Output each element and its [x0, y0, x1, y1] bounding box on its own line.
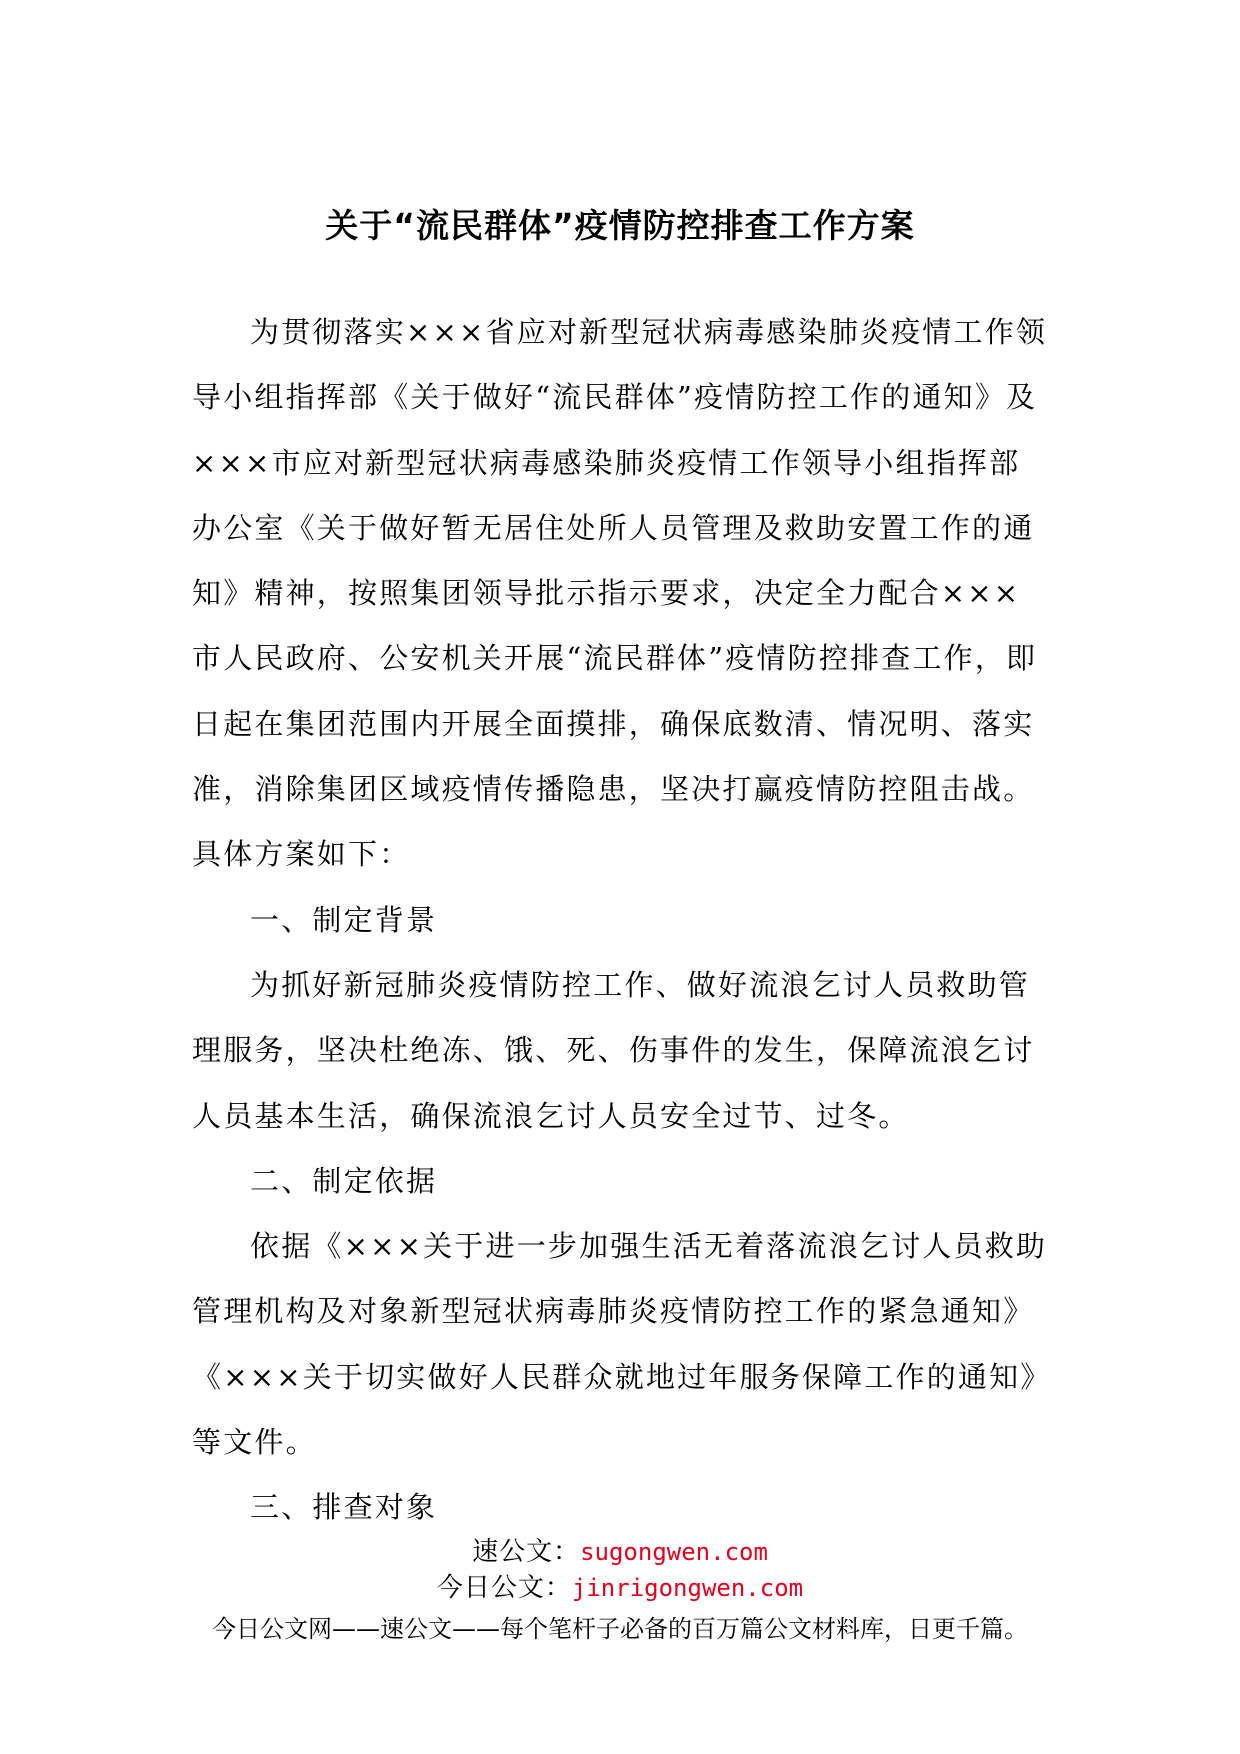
footer-line-sugongwen — [0, 1534, 1240, 1570]
basis-paragraph: 依据《×××关于进一步加强生活无着落流浪乞讨人员救助管理机构及对象新型冠状病毒肺炎疫情防控工作的紧急通知》《×××关于切实做好人民群众就地过年服务保障工作的通知》等文件。 — [192, 1229, 1048, 1460]
footer-watermark — [0, 1534, 1240, 1650]
footer-slogan: 今日公文网——速公文——每个笔杆子必备的百万篇公文材料库，日更千篇。 — [212, 1615, 1028, 1643]
section-heading-background: 一、制定背景 — [250, 902, 438, 937]
section-heading-basis: 二、制定依据 — [250, 1163, 438, 1198]
footer-label-jinrigongwen: 今日公文： — [436, 1573, 572, 1603]
section-heading-targets: 三、排查对象 — [250, 1490, 438, 1525]
footer-link-jinrigongwen[interactable]: jinrigongwen.com — [571, 1574, 804, 1602]
document-body — [192, 300, 1048, 1541]
footer-label-sugongwen: 速公文： — [472, 1537, 581, 1567]
footer-link-sugongwen[interactable]: sugongwen.com — [580, 1538, 768, 1566]
background-paragraph: 为抓好新冠肺炎疫情防控工作、做好流浪乞讨人员救助管理服务，坚决杜绝冻、饿、死、伤事件的发生，保障流浪乞讨人员基本生活，确保流浪乞讨人员安全过节、过冬。 — [192, 967, 1035, 1133]
intro-paragraph: 为贯彻落实×××省应对新型冠状病毒感染肺炎疫情工作领导小组指挥部《关于做好“流民群体”疫情防控工作的通知》及×××市应对新型冠状病毒感染肺炎疫情工作领导小组指挥部办公室《关于做好暂无居住处所人员管理及救助安置工作的通知》精神，按照集团领导批示指示要求，决定全力配合×××市人民政府、公安机关开展“流民群体”疫情防控排查工作，即日起在集团范围内开展全面摸排，确保底数清、情况明、落实准，消除集团区域疫情传播隐患，坚决打赢疫情防控阻击战。具体方案如下： — [192, 315, 1048, 872]
document-title: 关于“流民群体”疫情防控排查工作方案 — [325, 206, 915, 245]
footer-line-jinrigongwen — [0, 1570, 1240, 1606]
